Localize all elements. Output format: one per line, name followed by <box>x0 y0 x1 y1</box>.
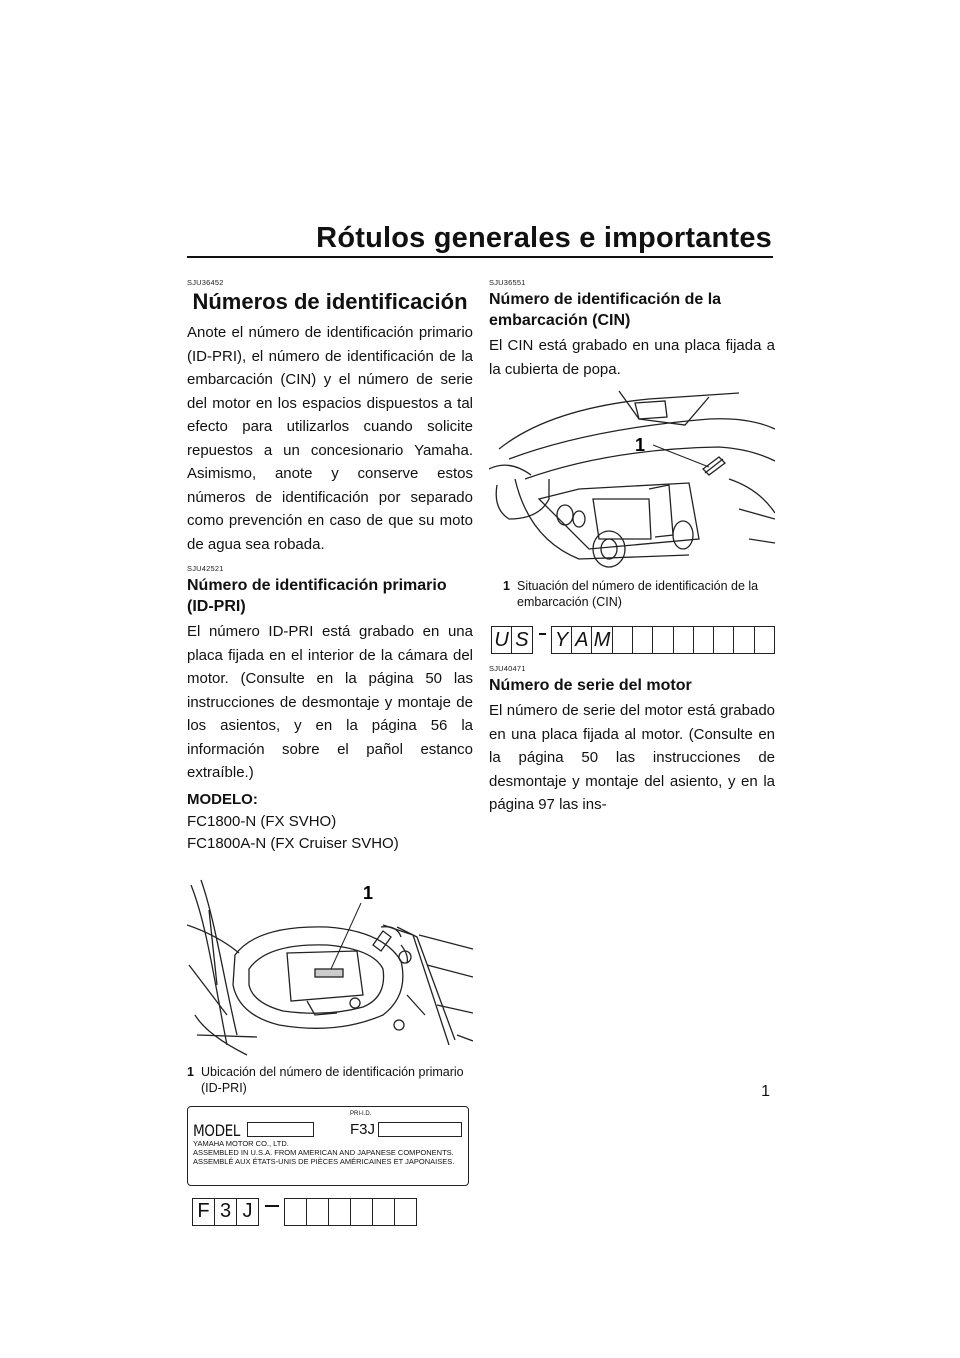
cin-title: Número de identificación de la embarcación (CIN) <box>489 291 722 329</box>
cin-entry-boxes <box>491 626 775 654</box>
section-code: SJU36452 <box>187 278 224 287</box>
pri-id-label: PRI-I.D. <box>350 1110 372 1117</box>
model-box <box>247 1122 314 1137</box>
cin-char-box: M <box>591 626 612 654</box>
figure-caption <box>503 578 775 610</box>
subsection-title: Número de identificación primario (ID-PRI) <box>187 577 447 615</box>
empty-box <box>754 626 775 654</box>
left-column <box>187 278 473 1226</box>
pri-paragraph: El número ID-PRI está grabado en una placa fijada en el interior de la cámara del motor. (Consulte en la página 50 las instrucciones de desmontaje y montaje de los asientos, y en la página 56 la información sobre el pañol estanco extraíble.) <box>187 623 473 781</box>
engine-title: Número de serie del motor <box>489 677 692 694</box>
id-char-box: F <box>192 1198 215 1226</box>
plate-prefix: F3J <box>350 1120 376 1138</box>
pri-id-box <box>378 1122 462 1137</box>
caption-text: Situación del número de identificación de la embarcación (CIN) <box>517 579 759 609</box>
empty-box <box>306 1198 329 1226</box>
page-header-title: Rótulos generales e importantes <box>316 222 772 254</box>
empty-box <box>632 626 653 654</box>
empty-box <box>652 626 673 654</box>
cin-code: SJU36551 <box>489 278 526 287</box>
empty-box <box>713 626 734 654</box>
figure-callout: 1 <box>635 435 646 455</box>
figure-caption <box>187 1064 473 1096</box>
section-title: Números de identificación <box>192 289 468 314</box>
plate-text-line: ASSEMBLED IN U.S.A. FROM AMERICAN AND JAPANESE COMPONENTS. <box>193 1147 454 1157</box>
cin-char-box: S <box>511 626 532 654</box>
subsection-code: SJU42521 <box>187 564 224 573</box>
caption-number: 1 <box>503 579 510 593</box>
empty-box <box>733 626 754 654</box>
pri-id-entry-boxes <box>192 1198 473 1226</box>
engine-compartment-illustration <box>187 865 473 1060</box>
header-rule <box>187 256 773 258</box>
plate-text-line: YAMAHA MOTOR CO., LTD. <box>193 1138 289 1148</box>
empty-box <box>328 1198 351 1226</box>
model-line-1: FC1800-N (FX SVHO) <box>187 812 337 830</box>
engine-paragraph: El número de serie del motor está grabado en una placa fijada al motor. (Consulte en la página 50 las instrucciones de desmontaje y montaje del asiento, y en la página 97 las ins- <box>489 702 775 813</box>
cin-char-box: Y <box>551 626 572 654</box>
caption-number: 1 <box>187 1064 194 1079</box>
empty-box <box>350 1198 373 1226</box>
cin-paragraph: El CIN está grabado en una placa fijada a la cubierta de popa. <box>489 337 775 378</box>
plate-text <box>193 1139 463 1166</box>
dash-separator <box>539 633 546 635</box>
page-number: 1 <box>761 1083 770 1100</box>
figure-callout: 1 <box>363 882 374 903</box>
plate-model-label: MODEL <box>193 1120 240 1140</box>
caption-text: Ubicación del número de identificación primario (ID-PRI) <box>201 1064 464 1095</box>
dash-separator <box>265 1205 279 1207</box>
cin-char-box: A <box>571 626 592 654</box>
engine-code: SJU40471 <box>489 664 526 673</box>
model-line-2: FC1800A-N (FX Cruiser SVHO) <box>187 834 399 852</box>
empty-box <box>372 1198 395 1226</box>
stern-deck-illustration <box>489 389 775 574</box>
id-char-box: 3 <box>214 1198 237 1226</box>
cin-char-box: U <box>491 626 512 654</box>
pri-id-plate <box>187 1106 469 1186</box>
empty-box <box>394 1198 417 1226</box>
empty-box <box>673 626 694 654</box>
plate-text-line: ASSEMBLÉ AUX ÉTATS-UNIS DE PIÈCES AMÉRICAINES ET JAPONAISES. <box>193 1156 455 1166</box>
empty-box <box>612 626 633 654</box>
right-column <box>489 278 775 825</box>
id-char-box: J <box>236 1198 259 1226</box>
empty-box <box>284 1198 307 1226</box>
intro-paragraph: Anote el número de identificación primario (ID-PRI), el número de identificación de la embarcación (CIN) y el número de serie del motor en los espacios dispuestos a tal efecto para utilizarlos cuando solicite repuestos a un concesionario Yamaha. Asimismo, anote y conserve estos números de identificación por separado como prevención en caso de que su moto de agua sea robada. <box>187 324 473 553</box>
model-label: MODELO: <box>187 790 258 808</box>
empty-box <box>693 626 714 654</box>
